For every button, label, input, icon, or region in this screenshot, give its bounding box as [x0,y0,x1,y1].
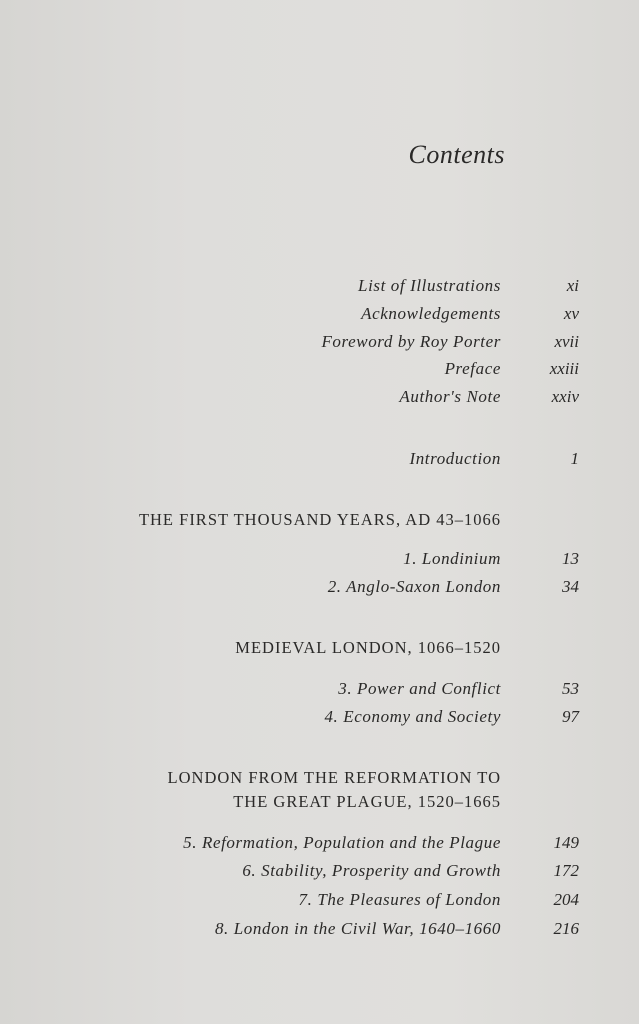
part-heading-line-2: THE GREAT PLAGUE, 1520–1665 [233,792,501,811]
toc-entry-label: 1. Londinium [403,549,501,568]
toc-entry [0,276,639,300]
toc-entry-label: Preface [444,359,501,378]
part-heading-line-1: LONDON FROM THE REFORMATION TO [167,768,501,787]
toc-entry-page: 34 [562,577,579,596]
toc-entry-label: Acknowledgements [361,304,501,323]
toc-entry-page: xi [566,276,579,295]
toc-entry-label: 4. Economy and Society [324,707,501,726]
toc-entry-page: xxiv [551,387,579,406]
toc-entry [0,577,639,601]
toc-entry-page: 53 [562,679,579,698]
toc-entry-page: 97 [562,707,579,726]
toc-entry-label: Introduction [409,449,501,468]
toc-entry-page: 216 [553,919,579,938]
toc-entry [0,387,639,411]
toc-entry-label: 6. Stability, Prosperity and Growth [242,861,501,880]
toc-entry-label: 8. London in the Civil War, 1640–1660 [214,919,501,938]
toc-entry [0,359,639,383]
toc-entry-label: 2. Anglo-Saxon London [327,577,501,596]
toc-entry [0,919,639,943]
toc-entry [0,890,639,914]
toc-entry-page: xv [563,304,579,323]
part-heading: MEDIEVAL LONDON, 1066–1520 [235,638,501,657]
toc-entry [0,707,639,731]
toc-entry-page: 149 [553,833,579,852]
toc-entry-page: 13 [562,549,579,568]
toc-entry-label: 7. The Pleasures of London [298,890,501,909]
toc-entry [0,549,639,573]
toc-entry-label: Foreword by Roy Porter [321,332,501,351]
toc-entry-label: 3. Power and Conflict [338,679,501,698]
toc-entry-introduction [0,449,639,473]
toc-entry [0,679,639,703]
part-heading: THE FIRST THOUSAND YEARS, AD 43–1066 [138,510,501,529]
toc-entry [0,833,639,857]
toc-entry [0,861,639,885]
toc-entry-page: xvii [554,332,579,351]
toc-entry [0,304,639,328]
toc-entry-page: 204 [553,890,579,909]
toc-entry-page: 172 [553,861,579,880]
page-title: Contents [408,140,505,169]
toc-entry [0,332,639,356]
toc-entry-page: xxiii [549,359,579,378]
toc-entry-page: 1 [570,449,579,468]
toc-entry-label: 5. Reformation, Population and the Plague [183,833,501,852]
toc-entry-label: Author's Note [399,387,501,406]
toc-entry-label: List of Illustrations [358,276,501,295]
